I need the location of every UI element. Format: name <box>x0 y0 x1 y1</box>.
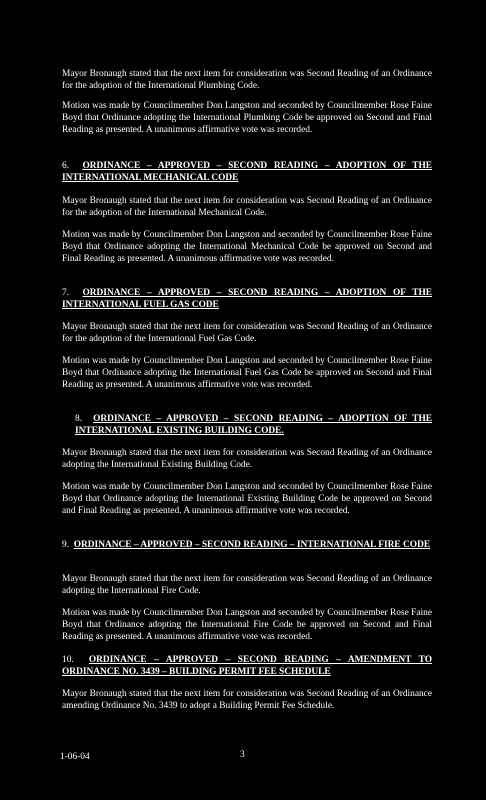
section-number: 8. <box>75 414 83 424</box>
paragraph: Motion was made by Councilmember Don Langston and seconded by Councilmember Rose Faine Boyd that Ordinance adopting the International Mechanical Code be approved on Second and Final Reading as presented. A unanimous affirmative vote was recorded. <box>62 230 432 265</box>
paragraph: Mayor Bronaugh stated that the next item for consideration was Second Reading of an Ordinance amending Ordinance No. 3439 to adopt a Building Permit Fee Schedule. <box>62 689 432 712</box>
paragraph: Mayor Bronaugh stated that the next item for consideration was Second Reading of an Ordinance for the adoption of the International Fuel Gas Code. <box>62 322 432 345</box>
page-number: 3 <box>240 750 245 760</box>
section-title: ORDINANCE – APPROVED – SECOND READING – INTERNATIONAL FIRE CODE <box>73 540 431 550</box>
section-number: 10. <box>62 655 74 665</box>
paragraph: Mayor Bronaugh stated that the next item for consideration was Second Reading of an Ordinance adopting the International Fire Code. <box>62 574 432 597</box>
paragraph: Mayor Bronaugh stated that the next item for consideration was Second Reading of an Ordinance adopting the International Existing Building Code. <box>62 448 432 471</box>
section-heading <box>75 413 432 437</box>
section-heading <box>62 539 432 551</box>
paragraph: Motion was made by Councilmember Don Langston and seconded by Councilmember Rose Faine Boyd that Ordinance adopting the International Fuel Gas Code be approved on Second and Final Reading as presented. A unanimous affirmative vote was recorded. <box>62 356 432 391</box>
section-title: ORDINANCE – APPROVED – SECOND READING – ADOPTION OF THE INTERNATIONAL FUEL GAS CODE <box>62 288 433 311</box>
section-heading <box>62 160 432 184</box>
paragraph: Motion was made by Councilmember Don Langston and seconded by Councilmember Rose Faine Boyd that Ordinance adopting the International Plumbing Code be approved on Second and Final Reading as presented. A unanimous affirmative vote was recorded. <box>62 101 432 136</box>
paragraph: Mayor Bronaugh stated that the next item for consideration was Second Reading of an Ordinance for the adoption of the International Mechanical Code. <box>62 196 432 219</box>
section-title: ORDINANCE – APPROVED – SECOND READING – ADOPTION OF THE INTERNATIONAL MECHANICAL CODE <box>62 161 433 184</box>
section-title: ORDINANCE – APPROVED – SECOND READING – AMENDMENT TO ORDINANCE NO. 3439 – BUILDING PERMIT FEE SCHEDULE <box>62 655 433 678</box>
section-number: 7. <box>62 288 70 298</box>
section-title: ORDINANCE – APPROVED – SECOND READING – ADOPTION OF THE INTERNATIONAL EXISTING BUILDING CODE. <box>75 414 433 437</box>
paragraph: Motion was made by Councilmember Don Langston and seconded by Councilmember Rose Faine Boyd that Ordinance adopting the International Fire Code be approved on Second and Final Reading as presented. A unanimous affirmative vote was recorded. <box>62 608 432 643</box>
section-heading <box>62 654 432 678</box>
footer-date: 1-06-04 <box>60 752 90 762</box>
section-number: 9. <box>62 540 70 550</box>
section-number: 6. <box>62 161 70 171</box>
paragraph: Mayor Bronaugh stated that the next item for consideration was Second Reading of an Ordinance for the adoption of the International Plumbing Code. <box>62 69 432 92</box>
section-heading <box>62 287 432 311</box>
paragraph: Motion was made by Councilmember Don Langston and seconded by Councilmember Rose Faine Boyd that Ordinance adopting the International Existing Building Code be approved on Second and Final Reading as presented. A unanimous affirmative vote was recorded. <box>62 482 432 517</box>
